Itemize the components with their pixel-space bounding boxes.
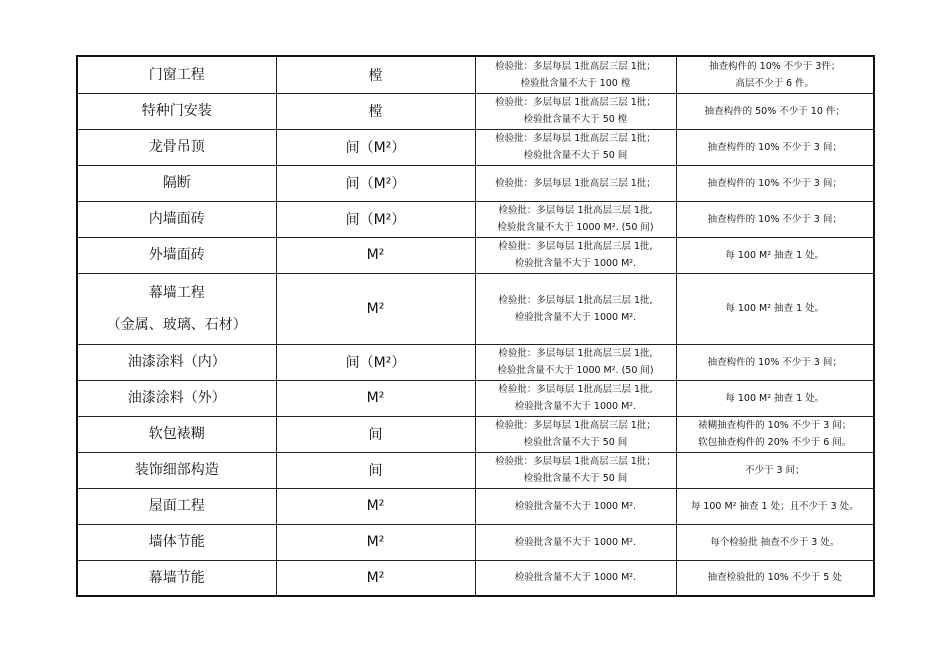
unit-cell [276, 380, 475, 416]
inspection-lot-line: 检验批：多层每层 1批高层三层 1批, [498, 384, 653, 395]
table-row [77, 129, 874, 165]
inspection-lot-cell [475, 560, 676, 596]
unit-text: 樘 [368, 104, 383, 120]
item-name: 幕墙工程 [148, 284, 205, 301]
sampling-line: 不少于 3 间； [744, 464, 805, 476]
sampling-cell [676, 93, 874, 129]
table-row [77, 201, 874, 237]
item-name-cell [77, 237, 276, 273]
inspection-lot-line: 检验批含量不大于 1000 M². [514, 572, 637, 584]
inspection-lot-cell [475, 201, 676, 237]
inspection-lot-cell [475, 129, 676, 165]
unit-cell [276, 56, 475, 93]
inspection-lot-cell [475, 237, 676, 273]
item-name: 墙体节能 [148, 534, 205, 550]
inspection-lot-line: 检验批含量不大于 50 间 [523, 437, 628, 448]
item-name: 装饰细部构造 [134, 462, 219, 478]
inspection-lot-line: 检验批含量不大于 50 间 [523, 473, 628, 484]
unit-text: 间（M²） [345, 176, 406, 192]
sampling-line: 裱糊抽查构件的 10% 不少于 3 间； [698, 420, 852, 431]
unit-text: 间（M²） [345, 355, 406, 371]
table-row [77, 165, 874, 201]
sampling-line: 抽查构件的 10% 不少于 3 间； [707, 141, 842, 153]
inspection-lot-line: 检验批含量不大于 50 樘 [523, 114, 628, 125]
inspection-lot-line: 检验批：多层每层 1批高层三层 1批； [495, 420, 656, 431]
inspection-lot-line: 检验批含量不大于 1000 M². (50 间) [497, 222, 654, 233]
sampling-cell [676, 452, 874, 488]
sampling-line: 每 100 M² 抽查 1 处。 [725, 249, 825, 261]
unit-cell [276, 93, 475, 129]
unit-cell [276, 273, 475, 344]
inspection-lot-line: 检验批：多层每层 1批高层三层 1批, [498, 348, 653, 359]
sampling-line: 软包抽查构件的 20% 不少于 6 间。 [698, 437, 852, 448]
item-name: （金属、玻璃、石材） [106, 316, 247, 333]
sampling-cell [676, 560, 874, 596]
sampling-cell [676, 237, 874, 273]
inspection-lot-line: 检验批含量不大于 1000 M². [514, 500, 637, 512]
table-row [77, 344, 874, 380]
inspection-lot-line: 检验批含量不大于 1000 M². (50 间) [497, 365, 654, 376]
sampling-cell [676, 524, 874, 560]
item-name: 隔断 [162, 175, 191, 191]
inspection-lot-cell [475, 56, 676, 93]
item-name-cell [77, 452, 276, 488]
table-row [77, 380, 874, 416]
inspection-lot-cell [475, 93, 676, 129]
unit-cell [276, 201, 475, 237]
unit-cell [276, 524, 475, 560]
table-row [77, 488, 874, 524]
item-name-cell [77, 344, 276, 380]
table-row [77, 56, 874, 93]
sampling-cell [676, 380, 874, 416]
unit-text: 间（M²） [345, 140, 406, 156]
sampling-line: 抽查构件的 10% 不少于 3件； [709, 60, 841, 72]
sampling-cell [676, 56, 874, 93]
table-row [77, 524, 874, 560]
item-name-cell [77, 416, 276, 452]
unit-cell [276, 488, 475, 524]
item-name-cell [77, 165, 276, 201]
unit-cell [276, 165, 475, 201]
inspection-lot-line: 检验批含量不大于 50 间 [523, 150, 628, 161]
item-name-cell [77, 201, 276, 237]
inspection-lot-cell [475, 524, 676, 560]
sampling-line: 抽查构件的 10% 不少于 3 间； [707, 177, 842, 189]
inspection-lot-cell [475, 416, 676, 452]
inspection-lot-line: 检验批：多层每层 1批高层三层 1批； [495, 97, 656, 108]
table-row [77, 416, 874, 452]
sampling-line: 抽查构件的 10% 不少于 3 间； [707, 213, 842, 225]
inspection-lot-line: 检验批含量不大于 1000 M². [514, 311, 637, 323]
item-name-cell [77, 273, 276, 344]
sampling-cell [676, 201, 874, 237]
unit-text: M² [366, 247, 385, 263]
table-row [77, 560, 874, 596]
sampling-cell [676, 273, 874, 344]
inspection-lot-cell [475, 380, 676, 416]
unit-text: M² [366, 498, 385, 514]
item-name: 龙骨吊顶 [148, 139, 205, 155]
unit-cell [276, 560, 475, 596]
inspection-lot-line: 检验批：多层每层 1批高层三层 1批； [495, 177, 656, 189]
item-name: 内墙面砖 [148, 211, 205, 227]
inspection-lot-line: 检验批含量不大于 1000 M². [514, 536, 637, 548]
sampling-line: 抽查构件的 50% 不少于 10 件； [704, 105, 845, 117]
item-name: 幕墙节能 [148, 569, 205, 586]
sampling-line: 抽查检验批的 10% 不少于 5 处 [707, 572, 842, 584]
unit-text: 间（M²） [345, 212, 406, 228]
sampling-line: 抽查构件的 10% 不少于 3 间； [707, 356, 842, 368]
table-body [77, 56, 874, 596]
unit-cell [276, 237, 475, 273]
item-name: 门窗工程 [148, 66, 205, 83]
item-name-cell [77, 129, 276, 165]
item-name: 软包裱糊 [148, 426, 205, 442]
item-name-cell [77, 488, 276, 524]
item-name: 特种门安装 [141, 103, 212, 119]
unit-cell [276, 344, 475, 380]
unit-cell [276, 416, 475, 452]
sampling-cell [676, 488, 874, 524]
inspection-lot-line: 检验批含量不大于 1000 M². [514, 258, 637, 269]
inspection-table [76, 55, 875, 597]
item-name-cell [77, 380, 276, 416]
inspection-lot-cell [475, 344, 676, 380]
sampling-cell [676, 165, 874, 201]
inspection-lot-line: 检验批含量不大于 1000 M². [514, 401, 637, 412]
sampling-cell [676, 344, 874, 380]
unit-text: M² [366, 390, 385, 406]
sampling-line: 每 100 M² 抽查 1 处。 [725, 392, 825, 404]
unit-text: M² [366, 300, 385, 317]
unit-text: 樘 [368, 67, 383, 84]
inspection-lot-cell [475, 273, 676, 344]
inspection-lot-line: 检验批：多层每层 1批高层三层 1批, [498, 294, 653, 306]
unit-cell [276, 452, 475, 488]
sampling-cell [676, 416, 874, 452]
item-name: 油漆涂料（外） [127, 390, 226, 406]
sampling-line: 每 100 M² 抽查 1 处；且不少于 3 处。 [690, 500, 859, 512]
sampling-line: 每个检验批 抽查不少于 3 处。 [710, 536, 840, 548]
inspection-lot-line: 检验批：多层每层 1批高层三层 1批, [498, 205, 653, 216]
table-row [77, 452, 874, 488]
item-name-cell [77, 560, 276, 596]
table-row [77, 93, 874, 129]
sampling-line: 每 100 M² 抽查 1 处。 [725, 303, 825, 314]
inspection-lot-line: 检验批：多层每层 1批高层三层 1批； [495, 456, 656, 467]
unit-cell [276, 129, 475, 165]
unit-text: M² [366, 569, 385, 586]
table-row [77, 273, 874, 344]
sampling-line: 高层不少于 6 件。 [735, 77, 815, 89]
unit-text: 间 [368, 463, 383, 479]
inspection-lot-line: 检验批：多层每层 1批高层三层 1批； [495, 133, 656, 144]
sampling-cell [676, 129, 874, 165]
item-name: 屋面工程 [148, 498, 205, 514]
inspection-lot-cell [475, 452, 676, 488]
item-name-cell [77, 56, 276, 93]
item-name: 油漆涂料（内） [127, 354, 226, 370]
item-name-cell [77, 93, 276, 129]
inspection-lot-cell [475, 488, 676, 524]
unit-text: 间 [368, 427, 383, 443]
item-name: 外墙面砖 [148, 247, 205, 263]
inspection-lot-cell [475, 165, 676, 201]
item-name-cell [77, 524, 276, 560]
unit-text: M² [366, 534, 385, 550]
inspection-lot-line: 检验批：多层每层 1批高层三层 1批； [495, 60, 656, 72]
table-row [77, 237, 874, 273]
inspection-lot-line: 检验批：多层每层 1批高层三层 1批, [498, 241, 653, 252]
inspection-lot-line: 检验批含量不大于 100 樘 [520, 77, 631, 89]
